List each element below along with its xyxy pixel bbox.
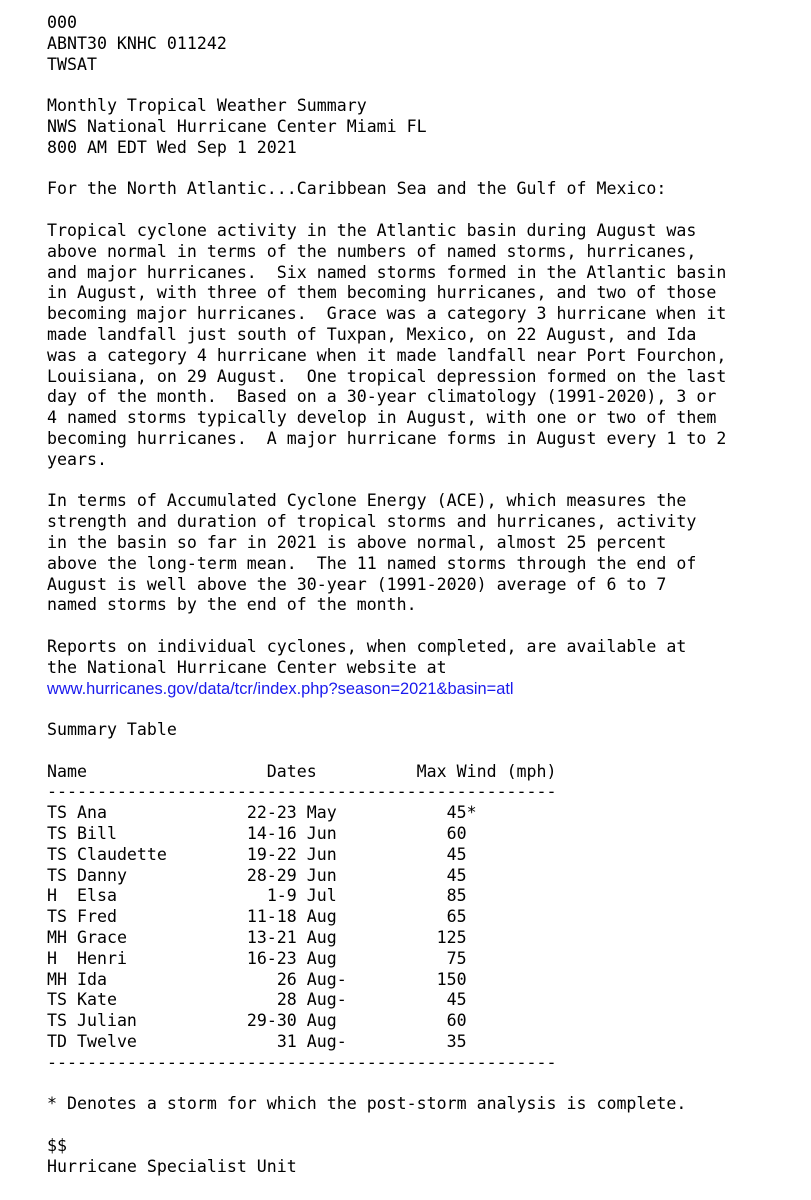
column-gap — [137, 1011, 247, 1030]
spacer — [47, 1115, 787, 1136]
document-footer — [47, 1136, 787, 1178]
column-gap — [117, 990, 277, 1009]
storm-max-wind: 65 — [446, 907, 467, 927]
table-rule: --------------------------------------------------- — [47, 1052, 557, 1072]
table-row — [47, 886, 787, 907]
paragraph-line: 4 named storms typically develop in August, with one or two of them — [47, 408, 717, 428]
storm-name: Grace — [76, 928, 127, 948]
spacer — [47, 471, 787, 492]
table-row — [47, 1011, 787, 1032]
storm-max-wind: 60 — [446, 1011, 467, 1031]
column-gap — [337, 845, 447, 864]
storm-dates: 16-23 Aug — [246, 948, 337, 968]
column-gap — [347, 990, 447, 1009]
column-gap — [347, 970, 437, 989]
column-gap — [337, 949, 447, 968]
paragraph-line: August is well above the 30-year (1991-2020) average of 6 to 7 — [47, 574, 667, 594]
paragraph-line: In terms of Accumulated Cyclone Energy (ACE), which measures the — [47, 491, 687, 511]
column-gap — [107, 970, 277, 989]
storm-dates: 26 Aug- — [276, 969, 347, 989]
column-gap — [137, 1032, 277, 1051]
paragraph-line: Reports on individual cyclones, when completed, are available at — [47, 636, 687, 656]
paragraph-line: Tropical cyclone activity in the Atlantic basin during August was — [47, 220, 697, 240]
column-gap — [67, 970, 77, 989]
storm-name: Julian — [76, 1011, 137, 1031]
paragraph-line: Louisiana, on 29 August. One tropical depression formed on the last — [47, 366, 727, 386]
table-row — [47, 907, 787, 928]
column-gap — [337, 907, 447, 926]
paragraph-line: the National Hurricane Center website at — [47, 657, 447, 677]
column-gap — [57, 886, 77, 905]
spacer — [47, 741, 787, 762]
table-row — [47, 824, 787, 845]
storm-class: MH — [47, 969, 67, 989]
header-line: 000 — [47, 13, 77, 32]
storm-dates: 22-23 May — [246, 803, 337, 823]
storm-max-wind: 60 — [446, 824, 467, 844]
storm-dates: 14-16 Jun — [246, 824, 337, 844]
column-gap — [117, 886, 267, 905]
paragraph-line: in the basin so far in 2021 is above normal, almost 25 percent — [47, 532, 667, 552]
storm-name: Henri — [76, 948, 127, 968]
column-gap — [347, 1032, 447, 1051]
table-row — [47, 803, 787, 824]
storm-max-wind: 125 — [436, 928, 467, 948]
title-line: 800 AM EDT Wed Sep 1 2021 — [47, 137, 297, 157]
summary-table — [47, 762, 787, 1074]
storm-class: TS — [47, 865, 67, 885]
column-gap — [67, 824, 77, 843]
storm-class: TS — [47, 844, 67, 864]
column-gap — [67, 1032, 77, 1051]
spacer — [47, 699, 787, 720]
column-gap — [337, 1011, 447, 1030]
paragraph-ace — [47, 491, 787, 616]
column-gap — [67, 928, 77, 947]
column-gap — [57, 949, 77, 968]
storm-class: TS — [47, 907, 67, 927]
column-gap — [337, 824, 447, 843]
header-line: TWSAT — [47, 54, 97, 74]
column-gap — [337, 928, 437, 947]
spacer — [47, 616, 787, 637]
storm-dates: 1-9 Jul — [266, 886, 337, 906]
paragraph-line: above normal in terms of the numbers of named storms, hurricanes, — [47, 241, 697, 261]
column-gap — [67, 907, 77, 926]
storm-class: TS — [47, 1011, 67, 1031]
footnote: * Denotes a storm for which the post-storm analysis is complete. — [47, 1094, 687, 1114]
scope-line: For the North Atlantic...Caribbean Sea and the Gulf of Mexico: — [47, 179, 667, 199]
storm-name: Ana — [76, 803, 107, 823]
paragraph-line: was a category 4 hurricane when it made landfall near Port Fourchon, — [47, 345, 727, 365]
spacer — [47, 1074, 787, 1095]
summary-table-rows — [47, 803, 787, 1053]
storm-class: TS — [47, 803, 67, 823]
paragraph-line: and major hurricanes. Six named storms formed in the Atlantic basin — [47, 262, 727, 282]
column-header-dates: Dates — [266, 761, 317, 781]
storm-name: Fred — [76, 907, 117, 927]
paragraph-line: strength and duration of tropical storms and hurricanes, activity — [47, 512, 697, 532]
storm-class: TS — [47, 824, 67, 844]
storm-name: Danny — [76, 865, 127, 885]
storm-max-wind: 150 — [436, 969, 467, 989]
column-gap — [127, 866, 247, 885]
paragraph-line: years. — [47, 449, 107, 469]
paragraph-line: in August, with three of them becoming hurricanes, and two of those — [47, 283, 717, 303]
tcr-reports-link[interactable]: www.hurricanes.gov/data/tcr/index.php?season=2021&basin=atl — [47, 679, 514, 698]
table-row — [47, 928, 787, 949]
storm-dates: 11-18 Aug — [246, 907, 337, 927]
title-line: Monthly Tropical Weather Summary — [47, 96, 367, 116]
storm-name: Elsa — [76, 886, 117, 906]
storm-max-wind: 45 — [446, 844, 467, 864]
storm-max-wind: 75 — [446, 948, 467, 968]
storm-max-wind: 35 — [446, 1032, 467, 1052]
paragraph-reports — [47, 637, 787, 699]
storm-max-wind: 45 — [446, 865, 467, 885]
column-gap — [127, 928, 247, 947]
spacer — [47, 159, 787, 180]
column-gap — [117, 907, 247, 926]
storm-dates: 28 Aug- — [276, 990, 347, 1010]
table-row — [47, 990, 787, 1011]
product-header — [47, 13, 787, 75]
column-header-max-wind: Max Wind (mph) — [416, 761, 557, 781]
column-gap — [317, 762, 417, 781]
table-row — [47, 970, 787, 991]
spacer — [47, 200, 787, 221]
storm-name: Bill — [76, 824, 117, 844]
column-gap — [117, 824, 247, 843]
paragraph-line: becoming hurricanes. A major hurricane forms in August every 1 to 2 — [47, 428, 727, 448]
paragraph-line: becoming major hurricanes. Grace was a category 3 hurricane when it — [47, 304, 727, 324]
summary-table-header — [47, 762, 787, 783]
issuing-unit: Hurricane Specialist Unit — [47, 1156, 297, 1176]
document-title — [47, 96, 787, 158]
table-rule: --------------------------------------------------- — [47, 782, 557, 802]
paragraph-line: named storms by the end of the month. — [47, 595, 417, 615]
paragraph-line: above the long-term mean. The 11 named storms through the end of — [47, 553, 697, 573]
summary-table-title: Summary Table — [47, 720, 177, 740]
column-gap — [67, 990, 77, 1009]
storm-name: Claudette — [76, 844, 167, 864]
storm-name: Kate — [76, 990, 117, 1010]
storm-name: Twelve — [76, 1032, 137, 1052]
link-line — [47, 679, 787, 700]
product-terminator: $$ — [47, 1136, 67, 1156]
storm-dates: 19-22 Jun — [246, 844, 337, 864]
column-gap — [337, 866, 447, 885]
tropical-weather-summary-document — [47, 13, 787, 1178]
storm-class: H — [47, 948, 57, 968]
table-row — [47, 1032, 787, 1053]
column-gap — [67, 845, 77, 864]
storm-dates: 13-21 Aug — [246, 928, 337, 948]
spacer — [47, 75, 787, 96]
table-row — [47, 866, 787, 887]
storm-max-wind: 85 — [446, 886, 467, 906]
storm-dates: 31 Aug- — [276, 1032, 347, 1052]
column-gap — [167, 845, 247, 864]
column-gap — [127, 949, 247, 968]
column-gap — [67, 1011, 77, 1030]
title-line: NWS National Hurricane Center Miami FL — [47, 116, 427, 136]
table-row — [47, 949, 787, 970]
storm-max-wind: 45 — [446, 990, 467, 1010]
column-header-name: Name — [47, 761, 87, 781]
storm-dates: 29-30 Aug — [246, 1011, 337, 1031]
column-gap — [337, 886, 447, 905]
header-line: ABNT30 KNHC 011242 — [47, 33, 227, 53]
paragraph-line: made landfall just south of Tuxpan, Mexico, on 22 August, and Ida — [47, 324, 697, 344]
paragraph-line: day of the month. Based on a 30-year climatology (1991-2020), 3 or — [47, 387, 717, 407]
paragraph-august-activity — [47, 221, 787, 471]
column-gap — [337, 803, 447, 822]
table-row — [47, 845, 787, 866]
storm-name: Ida — [76, 969, 107, 989]
storm-class: MH — [47, 928, 67, 948]
storm-class: TS — [47, 990, 67, 1010]
storm-class: H — [47, 886, 57, 906]
storm-class: TD — [47, 1032, 67, 1052]
column-gap — [67, 803, 77, 822]
column-gap — [107, 803, 247, 822]
storm-max-wind: 45* — [446, 803, 477, 823]
storm-dates: 28-29 Jun — [246, 865, 337, 885]
column-gap — [67, 866, 77, 885]
column-gap — [87, 762, 267, 781]
